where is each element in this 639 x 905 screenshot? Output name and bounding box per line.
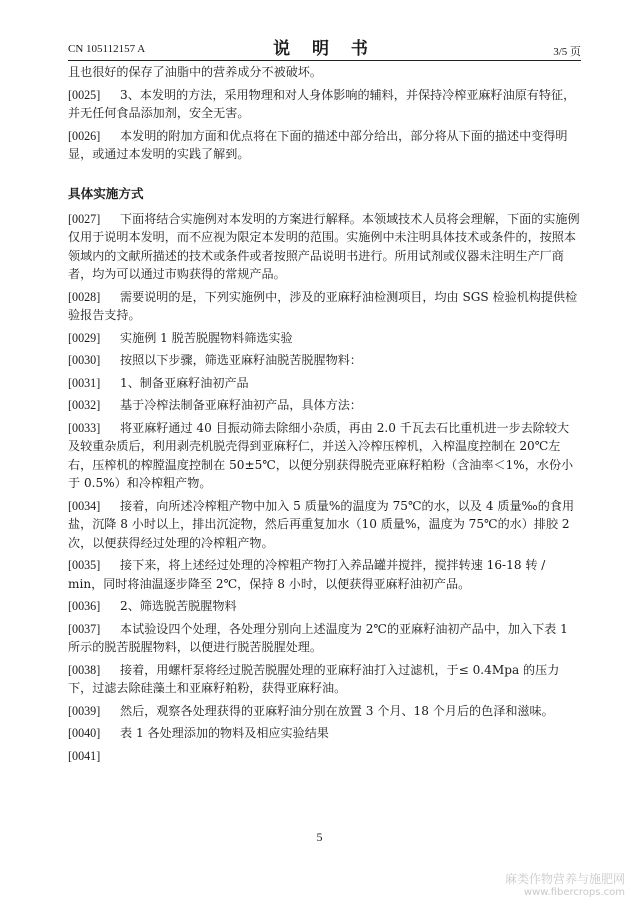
paragraph <box>68 661 581 698</box>
paragraph <box>68 288 581 325</box>
paragraph <box>68 724 581 743</box>
watermark-url: www.fibercrops.com <box>523 887 625 898</box>
page-header <box>68 30 581 61</box>
paragraph-number: [0041] <box>68 748 101 763</box>
paragraph <box>68 419 581 493</box>
paragraph-text: 表 1 各处理添加的物料及相应实验结果 <box>120 726 329 740</box>
watermark-site-name: 麻类作物营养与施肥网 <box>504 872 625 886</box>
paragraph-number: [0031] <box>68 375 101 390</box>
paragraph-text: 下面将结合实施例对本发明的方案进行解释。本领域技术人员将会理解，下面的实施例仅用于说明本发明，而不应视为限定本发明的范围。实施例中未注明具体技术或条件的，按照本领域内的文献所描述的技术或条件或者按照产品说明书进行。所用试剂或仪器未注明生产厂商者，均为可以通过市购获得的常规产品。 <box>68 211 580 281</box>
watermark <box>505 872 625 899</box>
intro-paragraphs <box>68 63 581 164</box>
paragraph-text: 需要说明的是，下列实施例中，涉及的亚麻籽油检测项目，均由 SGS 检验机构提供检验报告支持。 <box>68 289 578 322</box>
paragraph-text: 将亚麻籽通过 40 目振动筛去除细小杂质，再由 2.0 千瓦去石比重机进一步去除较大及较重杂质后，利用剥壳机脱壳得到亚麻籽仁，并送入冷榨压榨机，入榨温度控制在 20℃左右，压榨机的榨膛温度控制在 50±5℃，以便分别获得脱壳亚麻籽粕粉（含油率＜1%，水份小于 0.5%）和冷榨粗产物。 <box>68 420 574 490</box>
paragraph-number: [0040] <box>68 726 101 740</box>
paragraph <box>68 556 581 593</box>
paragraph-number: [0035] <box>68 558 101 572</box>
paragraph-number: [0033] <box>68 420 101 435</box>
paragraph <box>68 597 581 616</box>
paragraph-text: 接着，用螺杆泵将经过脱苦脱腥处理的亚麻籽油打入过滤机，于≤ 0.4Mpa 的压力下，过滤去除硅藻土和亚麻籽粕粉，获得亚麻籽油。 <box>68 662 560 695</box>
document-body <box>68 63 581 769</box>
paragraph-number: [0030] <box>68 353 101 367</box>
page-number: 5 <box>316 830 323 844</box>
paragraph-text: 然后，观察各处理获得的亚麻籽油分别在放置 3 个月、18 个月后的色泽和滋味。 <box>120 703 554 718</box>
paragraph <box>68 351 581 370</box>
paragraph-text: 基于冷榨法制备亚麻籽油初产品，具体方法： <box>120 398 362 412</box>
paragraph-number: [0038] <box>68 662 101 677</box>
paragraph <box>68 210 581 284</box>
paragraph-number: [0037] <box>68 621 101 636</box>
paragraph-number: [0028] <box>68 289 101 304</box>
paragraph-text: 实施例 1 脱苦脱腥物料筛选实验 <box>120 330 293 345</box>
paragraph <box>68 329 581 348</box>
paragraph-number: [0025] <box>68 87 101 102</box>
paragraph <box>68 374 581 393</box>
section-heading: 具体实施方式 <box>68 185 144 201</box>
paragraph <box>68 396 581 415</box>
paragraph-text: 2、筛选脱苦脱腥物料 <box>120 599 237 613</box>
paragraph-text: 按照以下步骤，筛选亚麻籽油脱苦脱腥物料： <box>120 353 362 367</box>
paragraph <box>68 63 581 82</box>
paragraph-number: [0034] <box>68 498 101 513</box>
paragraph-number: [0027] <box>68 211 101 226</box>
paragraph-text: 接下来，将上述经过处理的冷榨粗产物打入养品罐并搅拌，搅拌转速 16-18 转 / min，同时将油温逐步降至 2℃，保持 8 小时，以便获得亚麻籽油初产品。 <box>68 558 546 591</box>
paragraph-number: [0036] <box>68 599 101 613</box>
paragraph <box>68 127 581 164</box>
document-title: 说 明 书 <box>273 39 376 59</box>
paragraph-text: 且也很好的保存了油脂中的营养成分不被破坏。 <box>68 65 322 79</box>
paragraph-text: 本试验设四个处理，各处理分别向上述温度为 2℃的亚麻籽油初产品中，加入下表 1 所示的脱苦脱腥物料，以便进行脱苦脱腥处理。 <box>68 621 568 654</box>
paragraph-number: [0029] <box>68 330 101 345</box>
paragraph <box>68 702 581 721</box>
page-indicator: 3/5 页 <box>553 46 581 58</box>
paragraph <box>68 620 581 657</box>
main-paragraphs <box>68 210 581 766</box>
paragraph-text: 1、制备亚麻籽油初产品 <box>120 375 249 390</box>
paragraph-text: 3、本发明的方法，采用物理和对人身体影响的辅料，并保持冷榨亚麻籽油原有特征，并无任何食品添加剂，安全无害。 <box>68 87 576 120</box>
paragraph-number: [0032] <box>68 398 101 412</box>
document-number: CN 105112157 A <box>68 43 146 55</box>
paragraph <box>68 747 581 766</box>
paragraph-text: 本发明的附加方面和优点将在下面的描述中部分给出，部分将从下面的描述中变得明显，或通过本发明的实践了解到。 <box>68 128 568 161</box>
paragraph-number: [0026] <box>68 128 101 143</box>
paragraph <box>68 86 581 123</box>
paragraph-text: 接着，向所述冷榨粗产物中加入 5 质量%的温度为 75℃的水，以及 4 质量‰的食用盐，沉降 8 小时以上，排出沉淀物，然后再重复加水（10 质量%，温度为 75℃的水）排胶 2 次，以便获得经过处理的冷榨粗产物。 <box>68 498 575 550</box>
paragraph-number: [0039] <box>68 703 101 718</box>
paragraph <box>68 497 581 553</box>
